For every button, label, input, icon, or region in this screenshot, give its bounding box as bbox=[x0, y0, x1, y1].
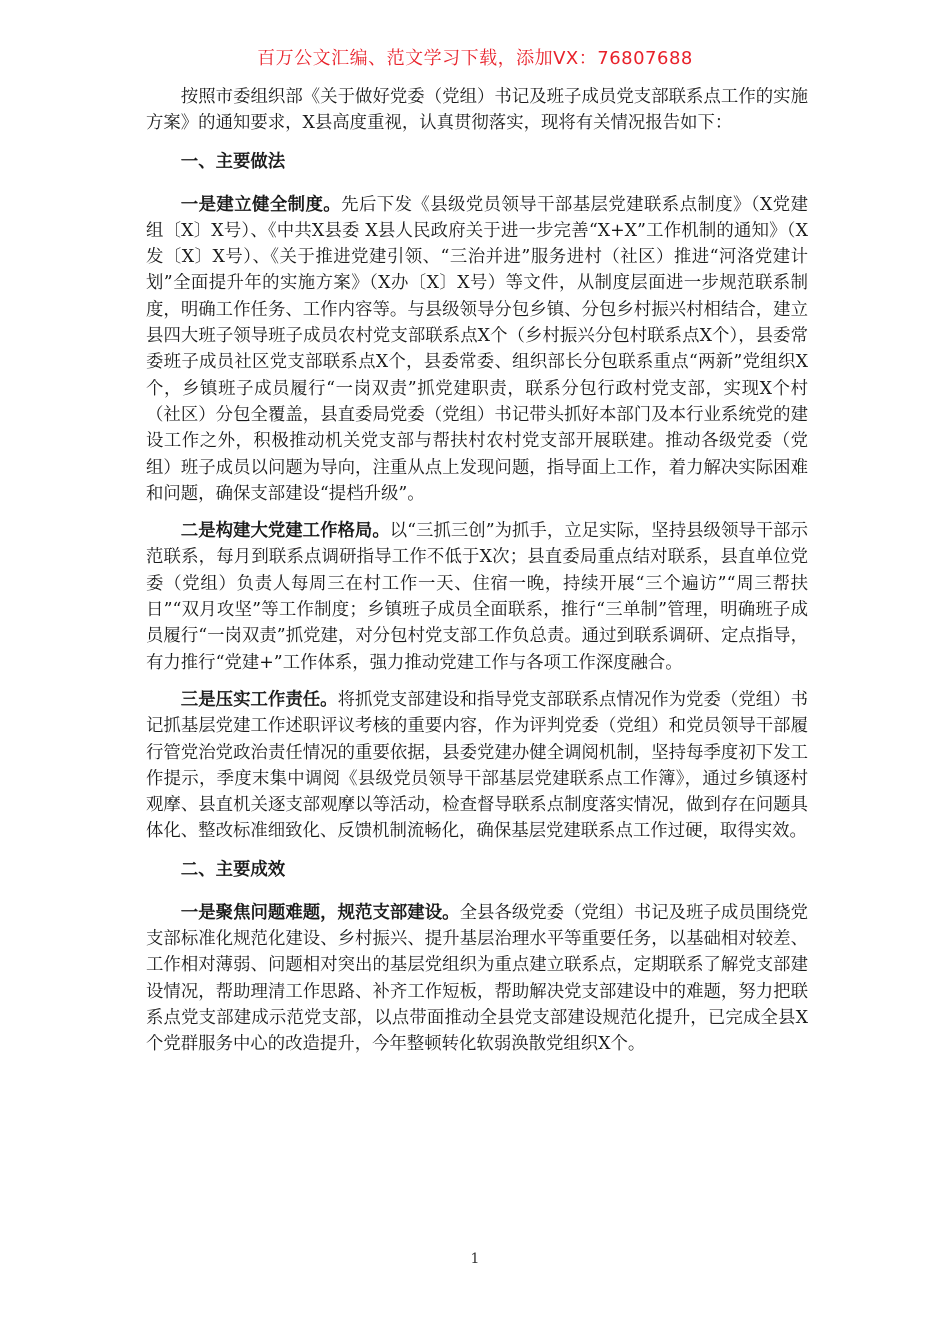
paragraph-text: 以“三抓三创”为抓手，立足实际，坚持县级领导干部示范联系，每月到联系点调研指导工作不低于X次；县直委局重点结对联系，县直单位党委（党组）负责人每周三在村工作一天、住宿一晚，持续开展“三个遍访”“周三帮扶日”“双月攻坚”等工作制度；乡镇班子成员全面联系，推行“三单制”管理，明确班子成员履行“一岗双责”抓党建，对分包村党支部工作负总责。通过到联系调研、定点指导，有力推行“党建+”工作体系，强力推动党建工作与各项工作深度融合。 bbox=[146, 521, 808, 673]
paragraph-work-pattern bbox=[146, 518, 808, 676]
paragraph-responsibility bbox=[146, 687, 808, 845]
paragraph-system-building bbox=[146, 192, 808, 508]
paragraph-lead: 一是聚焦问题难题，规范支部建设。 bbox=[180, 902, 460, 923]
section-heading-main-results: 二、主要成效 bbox=[180, 859, 286, 880]
paragraph-lead: 二是构建大党建工作格局。 bbox=[180, 521, 390, 542]
page-number: 1 bbox=[470, 1251, 480, 1267]
paragraph-text: 全县各级党委（党组）书记及班子成员围绕党支部标准化规范化建设、乡村振兴、提升基层治理水平等重要任务，以基础相对较差、工作相对薄弱、问题相对突出的基层党组织为重点建立联系点，定期联系了解党支部建设情况，帮助理清工作思路、补齐工作短板，帮助解决党支部建设中的难题，努力把联系点党支部建成示范党支部，以点带面推动全县党支部建设规范化提升，已完成全县X个党群服务中心的改造提升，今年整顿转化软弱涣散党组织X个。 bbox=[146, 902, 808, 1055]
paragraph-text: 将抓党支部建设和指导党支部联系点情况作为党委（党组）书记抓基层党建工作述职评议考核的重要内容，作为评判党委（党组）和党员领导干部履行管党治党政治责任情况的重要依据，县委党建办健全调阅机制，坚持每季度初下发工作提示，季度末集中调阅《县级党员领导干部基层党建联系点工作簿》，通过乡镇逐村观摩、县直机关逐支部观摩以等活动，检查督导联系点制度落实情况，做到存在问题具体化、整改标准细致化、反馈机制流畅化，确保基层党建联系点工作过硬，取得实效。 bbox=[146, 689, 808, 842]
intro-paragraph: 按照市委组织部《关于做好党委（党组）书记及班子成员党支部联系点工作的实施方案》的通知要求，X县高度重视，认真贯彻落实，现将有关情况报告如下： bbox=[146, 87, 808, 134]
paragraph-lead: 一是建立健全制度。 bbox=[180, 194, 342, 215]
paragraph-lead: 三是压实工作责任。 bbox=[180, 689, 338, 710]
paragraph-text: 先后下发《县级党员领导干部基层党建联系点制度》（X党建组〔X〕X号）、《中共X县委 X县人民政府关于进一步完善“X+X”工作机制的通知》（X发〔X〕X号）、《关于推进党建引领、“三治并进”服务进村（社区）推进“河洛党建计划”全面提升年的实施方案》（X办〔X〕X号）等文件，从制度层面进一步规范联系制度，明确工作任务、工作内容等。与县级领导分包乡镇、分包乡村振兴村相结合，建立县四大班子领导班子成员农村党支部联系点X个（乡村振兴分包村联系点X个），县委常委班子成员社区党支部联系点X个，县委常委、组织部长分包联系重点“两新”党组织X个，乡镇班子成员履行“一岗双责”抓党建职责，联系分包行政村党支部，实现X个村（社区）分包全覆盖，县直委局党委（党组）书记带头抓好本部门及本行业系统党的建设工作之外，积极推动机关党支部与帮扶村农村党支部开展联建。推动各级党委（党组）班子成员以问题为导向，注重从点上发现问题，指导面上工作，着力解决实际困难和问题，确保支部建设“提档升级”。 bbox=[146, 194, 808, 504]
paragraph-problem-focus bbox=[146, 900, 808, 1058]
document-body bbox=[146, 84, 808, 1069]
header-banner: 百万公文汇编、范文学习下载，添加VX：76807688 bbox=[257, 48, 693, 69]
section-heading-main-practices: 一、主要做法 bbox=[180, 151, 286, 172]
